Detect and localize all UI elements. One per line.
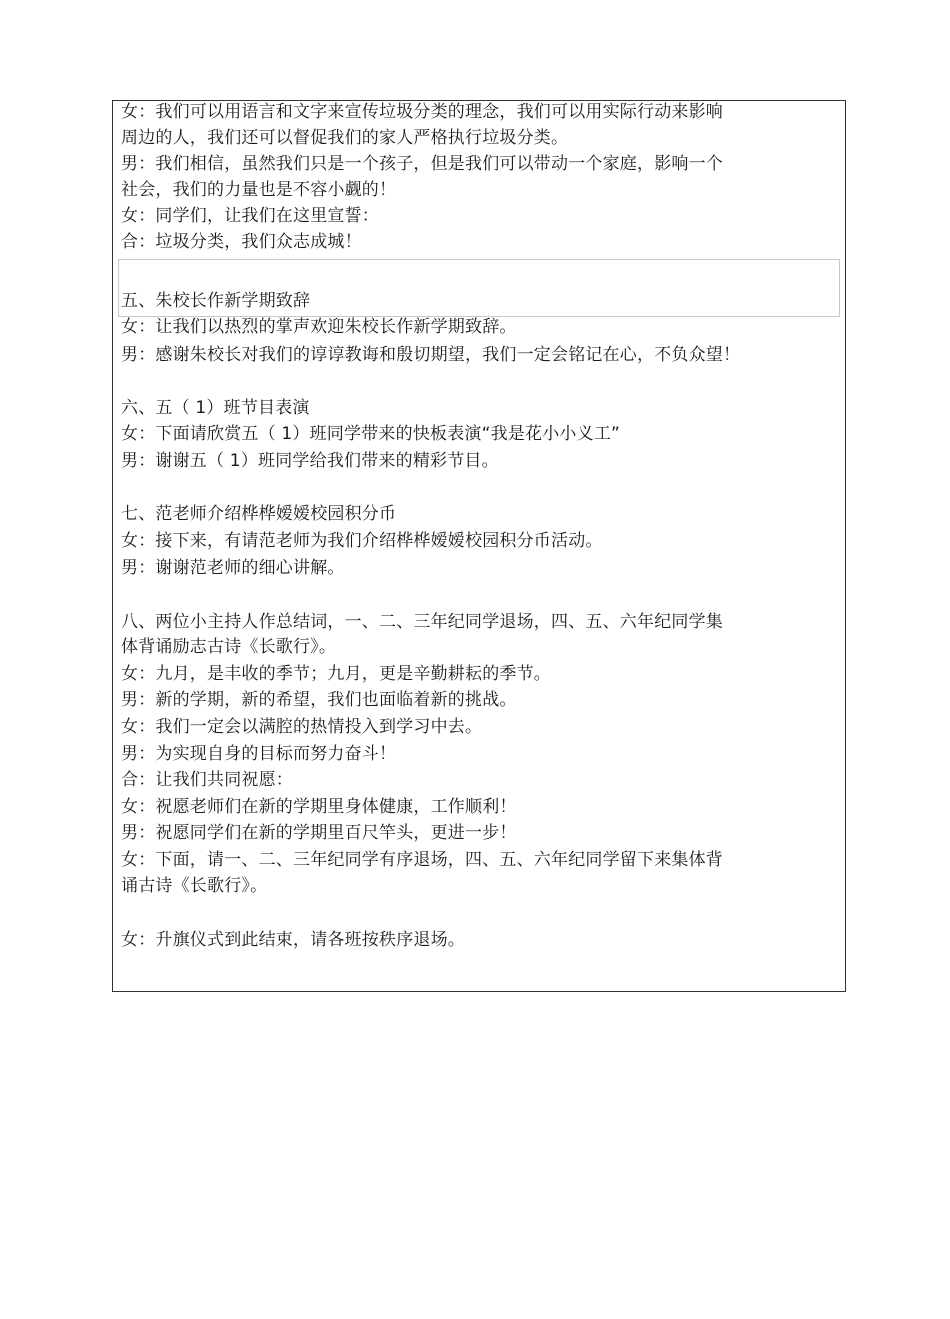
text-line: 女：下面，请一、二、三年纪同学有序退场，四、五、六年纪同学留下来集体背 bbox=[121, 850, 723, 870]
text-line: 女：让我们以热烈的掌声欢迎朱校长作新学期致辞。 bbox=[121, 317, 517, 337]
section-heading: 六、五（ 1）班节目表演 bbox=[121, 398, 310, 418]
section-heading: 七、范老师介绍桦桦嫒嫒校园积分币 bbox=[121, 504, 397, 524]
text-line: 男：谢谢范老师的细心讲解。 bbox=[121, 558, 345, 578]
text-line: 男：新的学期，新的希望，我们也面临着新的挑战。 bbox=[121, 690, 517, 710]
text-line: 女：升旗仪式到此结束，请各班按秩序退场。 bbox=[121, 930, 465, 950]
text-line: 女：我们可以用语言和文字来宣传垃圾分类的理念，我们可以用实际行动来影响 bbox=[121, 102, 723, 122]
text-line: 女：我们一定会以满腔的热情投入到学习中去。 bbox=[121, 717, 483, 737]
section-heading: 八、两位小主持人作总结词，一、二、三年纪同学退场，四、五、六年纪同学集 bbox=[121, 612, 723, 632]
text-line: 女：下面请欣赏五（ 1）班同学带来的快板表演“我是花小小义工” bbox=[121, 424, 621, 444]
text-line: 合：垃圾分类，我们众志成城！ bbox=[121, 232, 362, 252]
text-line: 男：我们相信，虽然我们只是一个孩子，但是我们可以带动一个家庭，影响一个 bbox=[121, 154, 723, 174]
text-line: 合：让我们共同祝愿： bbox=[121, 770, 293, 790]
text-line: 男：为实现自身的目标而努力奋斗！ bbox=[121, 744, 397, 764]
text-line: 社会，我们的力量也是不容小觑的！ bbox=[121, 180, 397, 200]
section-heading: 五、朱校长作新学期致辞 bbox=[121, 291, 311, 311]
text-line: 男：感谢朱校长对我们的谆谆教诲和殷切期望，我们一定会铭记在心，不负众望！ bbox=[121, 345, 741, 365]
text-line: 女：九月，是丰收的季节；九月，更是辛勤耕耘的季节。 bbox=[121, 664, 551, 684]
text-line: 女：祝愿老师们在新的学期里身体健康，工作顺利！ bbox=[121, 797, 517, 817]
text-line: 女：接下来，有请范老师为我们介绍桦桦嫒嫒校园积分币活动。 bbox=[121, 531, 603, 551]
text-line: 体背诵励志古诗《长歌行》。 bbox=[121, 637, 337, 657]
text-line: 诵古诗《长歌行》。 bbox=[121, 876, 268, 896]
text-line: 男：祝愿同学们在新的学期里百尺竿头，更进一步！ bbox=[121, 823, 517, 843]
text-line: 女：同学们，让我们在这里宣誓： bbox=[121, 206, 379, 226]
text-line: 周边的人，我们还可以督促我们的家人严格执行垃圾分类。 bbox=[121, 128, 569, 148]
text-line: 男：谢谢五（ 1）班同学给我们带来的精彩节目。 bbox=[121, 451, 499, 471]
